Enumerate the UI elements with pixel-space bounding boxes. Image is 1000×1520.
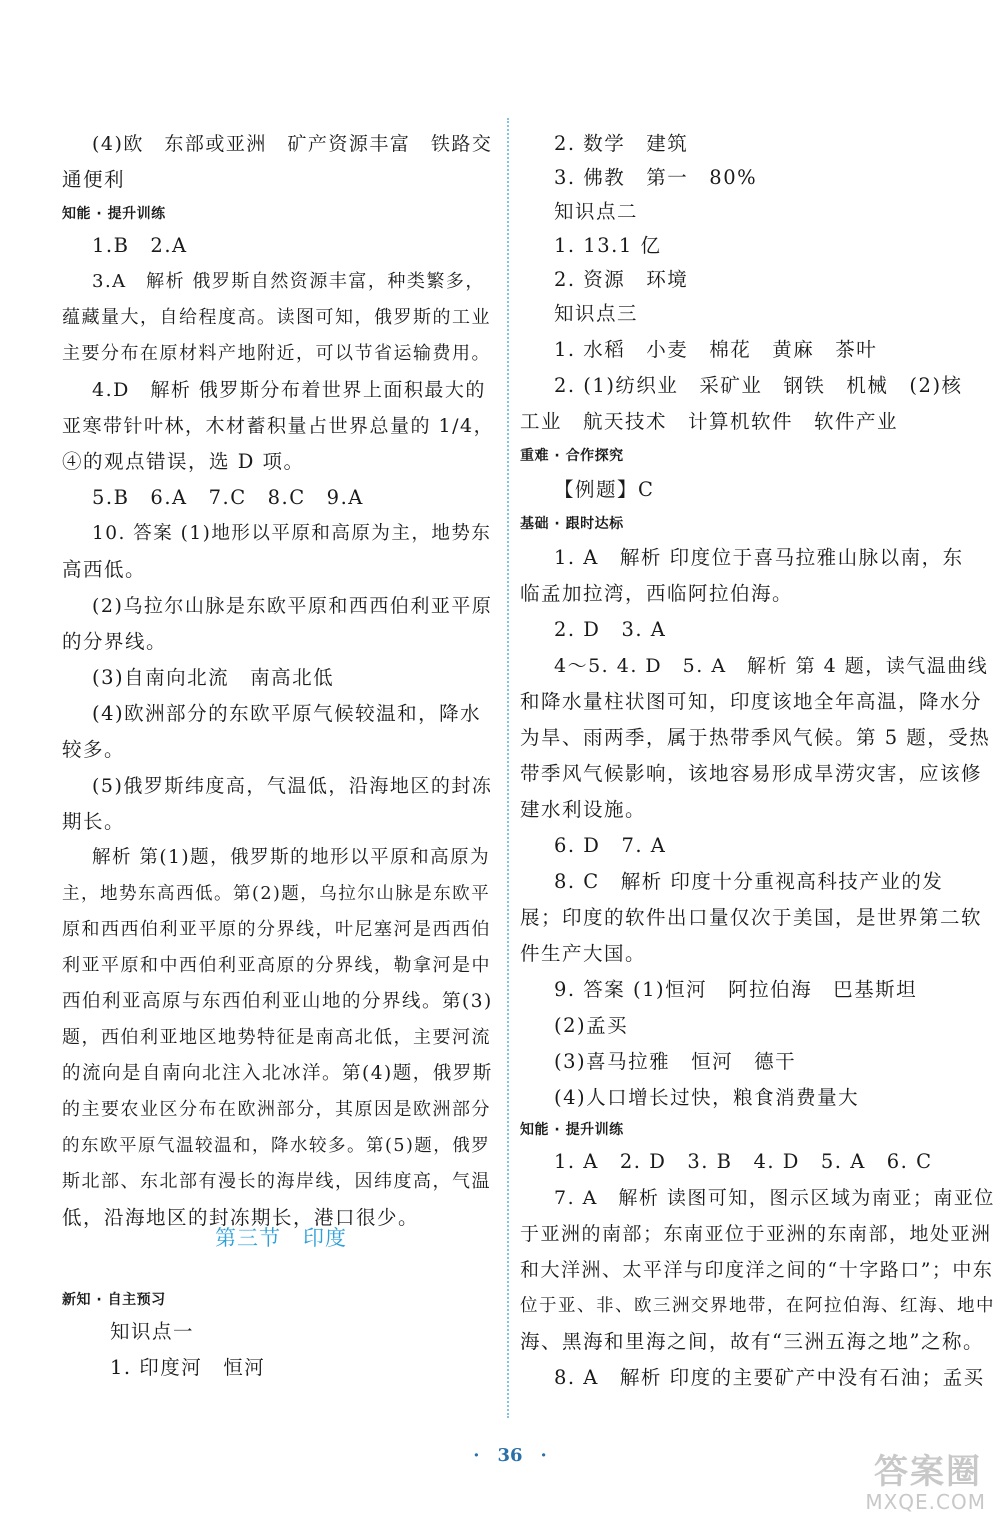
text-line: 1. A 2. D 3. B 4. D 5. A 6. C bbox=[554, 1150, 933, 1173]
text-line: ④的观点错误，选 D 项。 bbox=[62, 450, 305, 473]
text-line: 2. 资源 环境 bbox=[554, 268, 689, 291]
text-line: 主，地势东高西低。第(2)题，乌拉尔山脉是东欧平 bbox=[62, 884, 491, 904]
text-line: 西伯利亚高原与东西伯利亚山地的分界线。第(3) bbox=[62, 991, 493, 1012]
text-line: 较多。 bbox=[62, 738, 126, 761]
text-line: 和降水量柱状图可知，印度该地全年高温，降水分 bbox=[520, 690, 983, 713]
text-line: (4)欧洲部分的东欧平原气候较温和，降水 bbox=[92, 702, 482, 725]
watermark-text: 答案圈 bbox=[874, 1452, 982, 1492]
text-line: 展；印度的软件出口量仅次于美国，是世界第二软 bbox=[520, 906, 983, 929]
text-line: 的分界线。 bbox=[62, 630, 168, 653]
text-line: (3)喜马拉雅 恒河 德干 bbox=[554, 1050, 797, 1073]
text-line: 斯北部、东北部有漫长的海岸线，因纬度高，气温 bbox=[62, 1171, 491, 1192]
text-line: 1. A 解析 印度位于喜马拉雅山脉以南，东 bbox=[554, 546, 964, 569]
text-line: 3. 佛教 第一 80% bbox=[554, 166, 758, 189]
text-line: 9. 答案 (1)恒河 阿拉伯海 巴基斯坦 bbox=[554, 978, 918, 1001]
text-line: 主要分布在原材料产地附近，可以节省运输费用。 bbox=[62, 343, 491, 364]
text-line: 1. 水稻 小麦 棉花 黄麻 茶叶 bbox=[554, 338, 878, 361]
text-line: 知识点二 bbox=[554, 200, 639, 223]
text-line: (5)俄罗斯纬度高，气温低，沿海地区的封冻 bbox=[92, 775, 493, 797]
watermark-url: MXQE.COM bbox=[865, 1490, 986, 1514]
text-line: 件生产大国。 bbox=[520, 942, 647, 965]
watermark bbox=[822, 1444, 992, 1514]
text-line: 亚寒带针叶林，木材蓄积量占世界总量的 1/4， bbox=[62, 415, 495, 437]
text-line: (4)欧 东部或亚洲 矿产资源丰富 铁路交 bbox=[92, 133, 493, 155]
text-line: 工业 航天技术 计算机软件 软件产业 bbox=[520, 410, 899, 433]
text-line: 和大洋洲、太平洋与印度洋之间的“十字路口”；中东 bbox=[520, 1259, 994, 1281]
text-line: 1. 印度河 恒河 bbox=[110, 1356, 266, 1379]
text-line: 2. D 3. A bbox=[554, 618, 667, 641]
text-line: 为旱、雨两季，属于热带季风气候。第 5 题，受热 bbox=[520, 726, 991, 749]
text-line: 海、黑海和里海之间，故有“三洲五海之地”之称。 bbox=[520, 1330, 984, 1353]
text-line: (4)人口增长过快，粮食消费量大 bbox=[554, 1086, 860, 1109]
text-line: 期长。 bbox=[62, 810, 126, 833]
text-line: 2. 数学 建筑 bbox=[554, 132, 689, 155]
text-line: 6. D 7. A bbox=[554, 834, 667, 857]
text-line: 通便利 bbox=[62, 168, 126, 191]
heading-ability-training: 知能 · 提升训练 bbox=[62, 206, 166, 222]
text-line: 的东欧平原气温较温和，降水较多。第(5)题，俄罗 bbox=[62, 1136, 491, 1156]
text-line: 5.B 6.A 7.C 8.C 9.A bbox=[92, 486, 364, 509]
page-number: · 36 · bbox=[473, 1445, 547, 1466]
heading-key-difficulty: 重难 · 合作探究 bbox=[520, 448, 624, 464]
text-line: (2)孟买 bbox=[554, 1014, 629, 1037]
text-line: 4～5. 4. D 5. A 解析 第 4 题，读气温曲线 bbox=[554, 655, 989, 677]
text-line: 【例题】C bbox=[554, 478, 655, 501]
text-line: 建水利设施。 bbox=[520, 798, 647, 821]
section-title: 第三节 印度 bbox=[215, 1226, 347, 1250]
heading-ability-training-2: 知能 · 提升训练 bbox=[520, 1122, 624, 1138]
text-line: 4.D 解析 俄罗斯分布着世界上面积最大的 bbox=[92, 379, 486, 401]
text-line: 的流向是自南向北注入北冰洋。第(4)题，俄罗斯 bbox=[62, 1063, 493, 1084]
column-divider bbox=[507, 118, 509, 1418]
text-line: (3)自南向北流 南高北低 bbox=[92, 666, 335, 689]
text-line: 1. 13.1 亿 bbox=[554, 234, 662, 257]
text-line: (2)乌拉尔山脉是东欧平原和西西伯利亚平原 bbox=[92, 595, 493, 617]
text-line: 2. (1)纺织业 采矿业 钢铁 机械 (2)核 bbox=[554, 374, 963, 397]
text-line: 低，沿海地区的封冻期长，港口很少。 bbox=[62, 1206, 420, 1229]
text-line: 8. C 解析 印度十分重视高科技产业的发 bbox=[554, 870, 944, 893]
text-line: 原和西西伯利亚平原的分界线，叶尼塞河是西西伯 bbox=[62, 919, 491, 940]
text-line: 利亚平原和中西伯利亚高原的分界线，勒拿河是中 bbox=[62, 955, 491, 976]
text-line: 位于亚、非、欧三洲交界地带，在阿拉伯海、红海、地中 bbox=[520, 1296, 995, 1316]
text-line: 题，西伯利亚地区地势特征是南高北低，主要河流 bbox=[62, 1027, 491, 1048]
text-line: 临孟加拉湾，西临阿拉伯海。 bbox=[520, 582, 794, 605]
text-line: 8. A 解析 印度的主要矿产中没有石油；孟买 bbox=[554, 1366, 985, 1389]
text-line: 于亚洲的南部；东南亚位于亚洲的东南部，地处亚洲 bbox=[520, 1223, 992, 1245]
text-line: 3.A 解析 俄罗斯自然资源丰富，种类繁多， bbox=[92, 271, 485, 292]
text-line: 知识点三 bbox=[554, 302, 639, 325]
text-line: 解析 第(1)题，俄罗斯的地形以平原和高原为 bbox=[92, 847, 491, 868]
text-line: 的主要农业区分布在欧洲部分，其原因是欧洲部分 bbox=[62, 1099, 491, 1120]
text-line: 蕴藏量大，自给程度高。读图可知，俄罗斯的工业 bbox=[62, 307, 491, 328]
heading-preview: 新知 · 自主预习 bbox=[62, 1292, 166, 1308]
text-line: 知识点一 bbox=[110, 1320, 195, 1343]
text-line: 1.B 2.A bbox=[92, 234, 188, 257]
heading-basic-practice: 基础 · 跟时达标 bbox=[520, 516, 624, 532]
text-line: 高西低。 bbox=[62, 558, 147, 581]
text-line: 7. A 解析 读图可知，图示区域为南亚；南亚位 bbox=[554, 1187, 995, 1209]
text-line: 10. 答案 (1)地形以平原和高原为主，地势东 bbox=[92, 523, 492, 544]
text-line: 带季风气候影响，该地容易形成旱涝灾害，应该修 bbox=[520, 762, 983, 785]
